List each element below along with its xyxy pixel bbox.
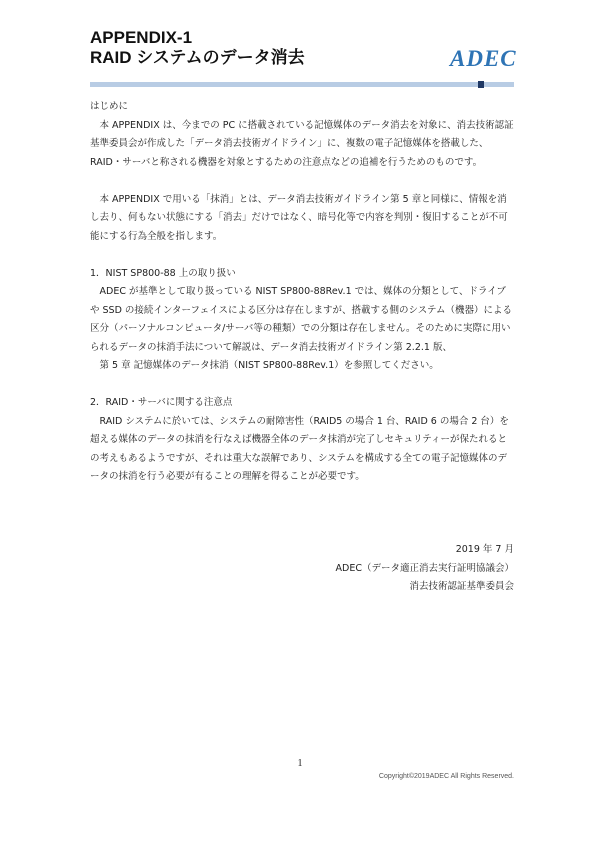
definition-paragraph: 本 APPENDIX で用いる「抹消」とは、データ消去技術ガイドライン第 5 章と同様に、情報を消し去り、何もない状態にする「消去」だけではなく、暗号化等で内容を判別・復旧することが不可能にする行為全般を指します。 [90, 193, 508, 242]
adec-logo: ADEC [450, 46, 517, 71]
spacer [90, 172, 514, 191]
signature-block [336, 541, 514, 597]
intro-paragraph: 本 APPENDIX は、今までの PC に搭載されている記憶媒体のデータ消去を対象に、消去技術認証基準委員会が作成した「データ消去技術ガイドライン」に、複数の電子記憶媒体を搭載した、RAID・サーバと称される機器を対象とするための注意点などの追補を行うためのものです。 [90, 119, 514, 168]
header-rule-bar [90, 82, 514, 87]
signature-date: 2019 年 7 月 [455, 544, 514, 555]
header-rule-mark [478, 81, 484, 88]
page-number: 1 [297, 758, 303, 769]
section2-heading: 2．RAID・サーバに関する注意点 [90, 397, 233, 408]
section1-paragraph: ADEC が基準として取り扱っている NIST SP800-88Rev.1 では、媒体の分類として、ドライブや SSD の接続インターフェイスによる区分は存在しますが、搭載する側のシステム（機器）による区分（パーソナルコンピュータ/サーバ等の種類）での分類は存在しません。そのために実際に用いられるデータの抹消手法について解説は、データ消去技術ガイドライン第 2.2.1 版、 [90, 286, 513, 353]
signature-committee: 消去技術認証基準委員会 [409, 581, 514, 592]
document-body [90, 98, 514, 487]
document-title [90, 28, 305, 68]
spacer [90, 246, 514, 265]
spacer [90, 376, 514, 395]
signature-organization: ADEC（データ適正消去実行証明協議会） [335, 562, 514, 574]
section2-paragraph: RAID システムに於いては、システムの耐障害性（RAID5 の場合 1 台、RAID 6 の場合 2 台）を超える媒体のデータの抹消を行なえば機器全体のデータ抹消が完了しセキュリティーが保たれるとの考えもあるようですが、それは重大な誤解であり、システムを構成する全ての電子記憶媒体のデータの抹消を行う必要が有ることの理解を得ることが必要です。 [90, 415, 509, 482]
title-line-appendix: APPENDIX-1 [90, 28, 193, 47]
section1-heading: 1．NIST SP800-88 上の取り扱い [90, 267, 236, 279]
intro-heading: はじめに [90, 101, 129, 112]
copyright-notice: Copyright©2019ADEC All Rights Reserved. [378, 773, 514, 780]
section1-reference: 第 5 章 記憶媒体のデータ抹消（NIST SP800-88Rev.1）を参照してください。 [99, 360, 439, 371]
title-line-subject: RAID システムのデータ消去 [90, 48, 305, 67]
